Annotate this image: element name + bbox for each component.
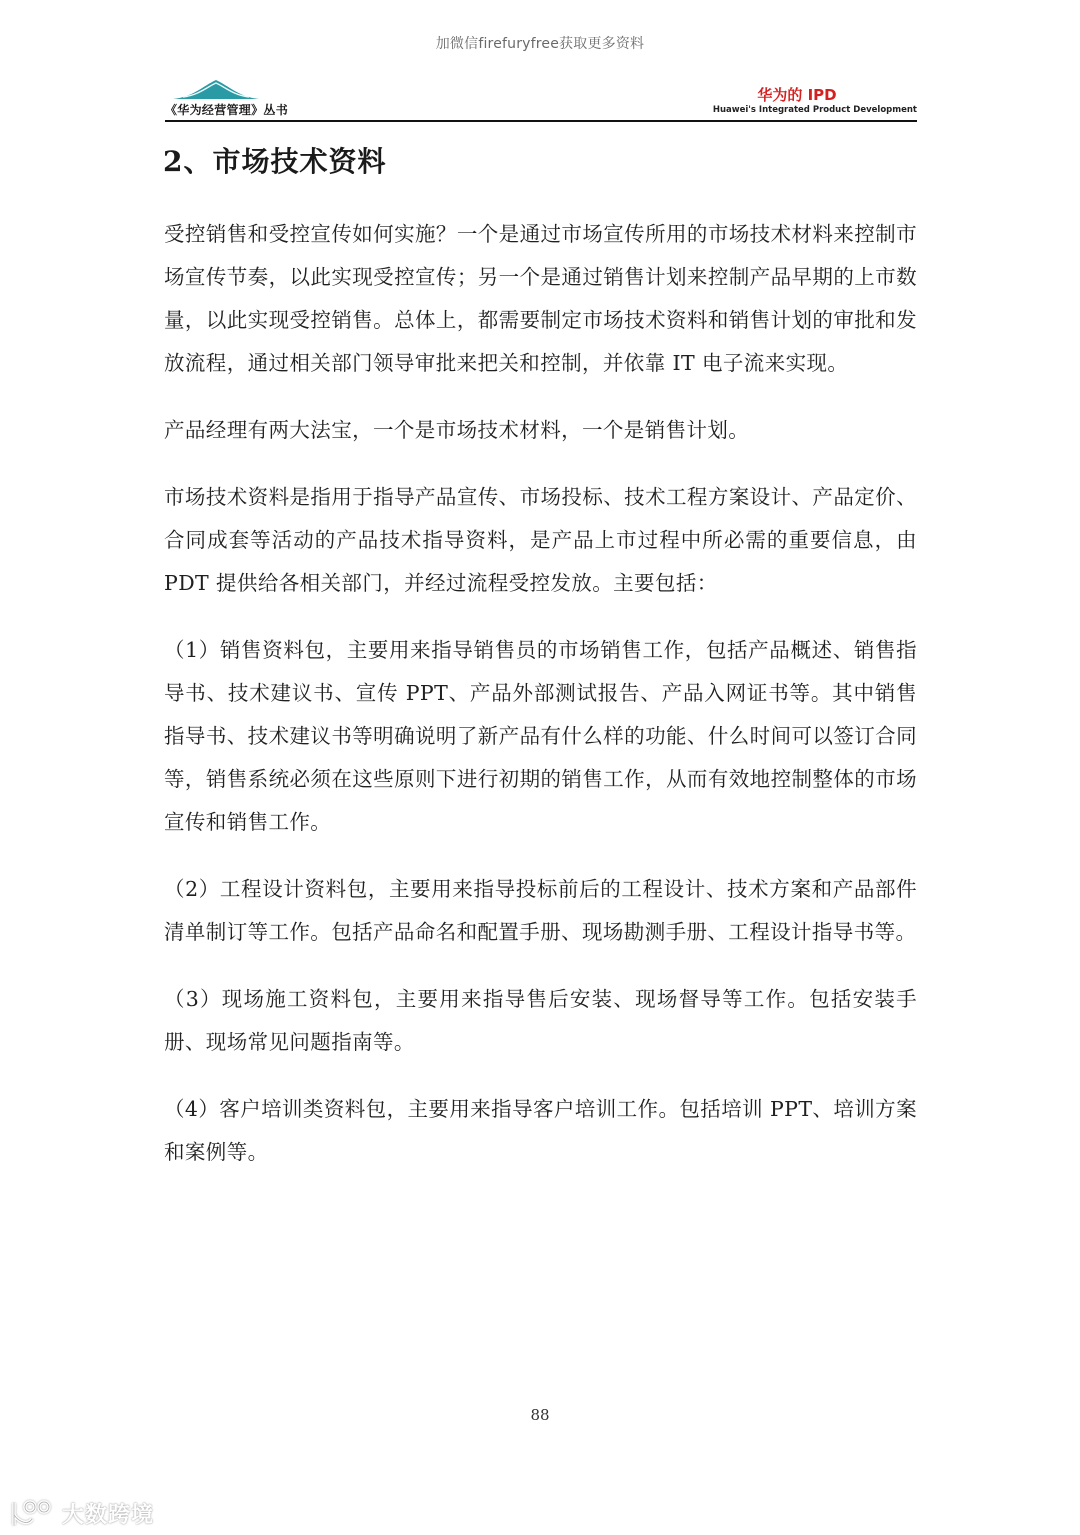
page-number: 88 xyxy=(530,1406,550,1424)
list-item-field-package: （3）现场施工资料包，主要用来指导售后安装、现场督导等工作。包括安装手册、现场常见问题指南等。 xyxy=(164,987,917,1054)
paragraph-intro: 受控销售和受控宣传如何实施？一个是通过市场宣传所用的市场技术材料来控制市场宣传节奏，以此实现受控宣传；另一个是通过销售计划来控制产品早期的上市数量，以此实现受控销售。总体上，都需要制定市场技术资料和销售计划的审批和发放流程，通过相关部门领导审批来把关和控制，并依靠 IT 电子流来实现。 xyxy=(164,222,917,375)
brand-title: 华为的 IPD xyxy=(757,86,837,104)
brand-block xyxy=(697,86,917,116)
body-content xyxy=(164,213,917,1198)
paragraph-definition: 市场技术资料是指用于指导产品宣传、市场投标、技术工程方案设计、产品定价、合同成套等活动的产品技术指导资料，是产品上市过程中所必需的重要信息，由 PDT 提供给各相关部门，并经过流程受控发放。主要包括： xyxy=(164,485,917,595)
brand-subtitle: Huawei's Integrated Product Development xyxy=(712,105,917,115)
watermark-brand-text: 大数跨境 xyxy=(62,1502,155,1528)
mountain-logo-icon xyxy=(173,78,259,100)
top-watermark-text: 加微信firefuryfree获取更多资料 xyxy=(435,36,645,52)
list-item-training-package: （4）客户培训类资料包，主要用来指导客户培训工作。包括培训 PPT、培训方案和案例等。 xyxy=(164,1097,917,1164)
page-header xyxy=(165,78,917,122)
list-item-engineering-package: （2）工程设计资料包，主要用来指导投标前后的工程设计、技术方案和产品部件清单制订等工作。包括产品命名和配置手册、现场勘测手册、工程设计指导书等。 xyxy=(164,877,917,944)
k100-logo-icon xyxy=(8,1497,56,1529)
page-title: 2、市场技术资料 xyxy=(163,145,387,178)
header-divider xyxy=(165,120,917,122)
paragraph-two-tools: 产品经理有两大法宝，一个是市场技术材料，一个是销售计划。 xyxy=(164,418,750,442)
list-item-sales-package: （1）销售资料包，主要用来指导销售员的市场销售工作，包括产品概述、销售指导书、技术建议书、宣传 PPT、产品外部测试报告、产品入网证书等。其中销售指导书、技术建议书等明确说明了新产品有什么样的功能、什么时间可以签订合同等，销售系统必须在这些原则下进行初期的销售工作，从而有效地控制整体的市场宣传和销售工作。 xyxy=(164,638,917,834)
series-label: 《华为经营管理》丛书 xyxy=(165,103,289,117)
bottom-watermark xyxy=(8,1497,154,1529)
